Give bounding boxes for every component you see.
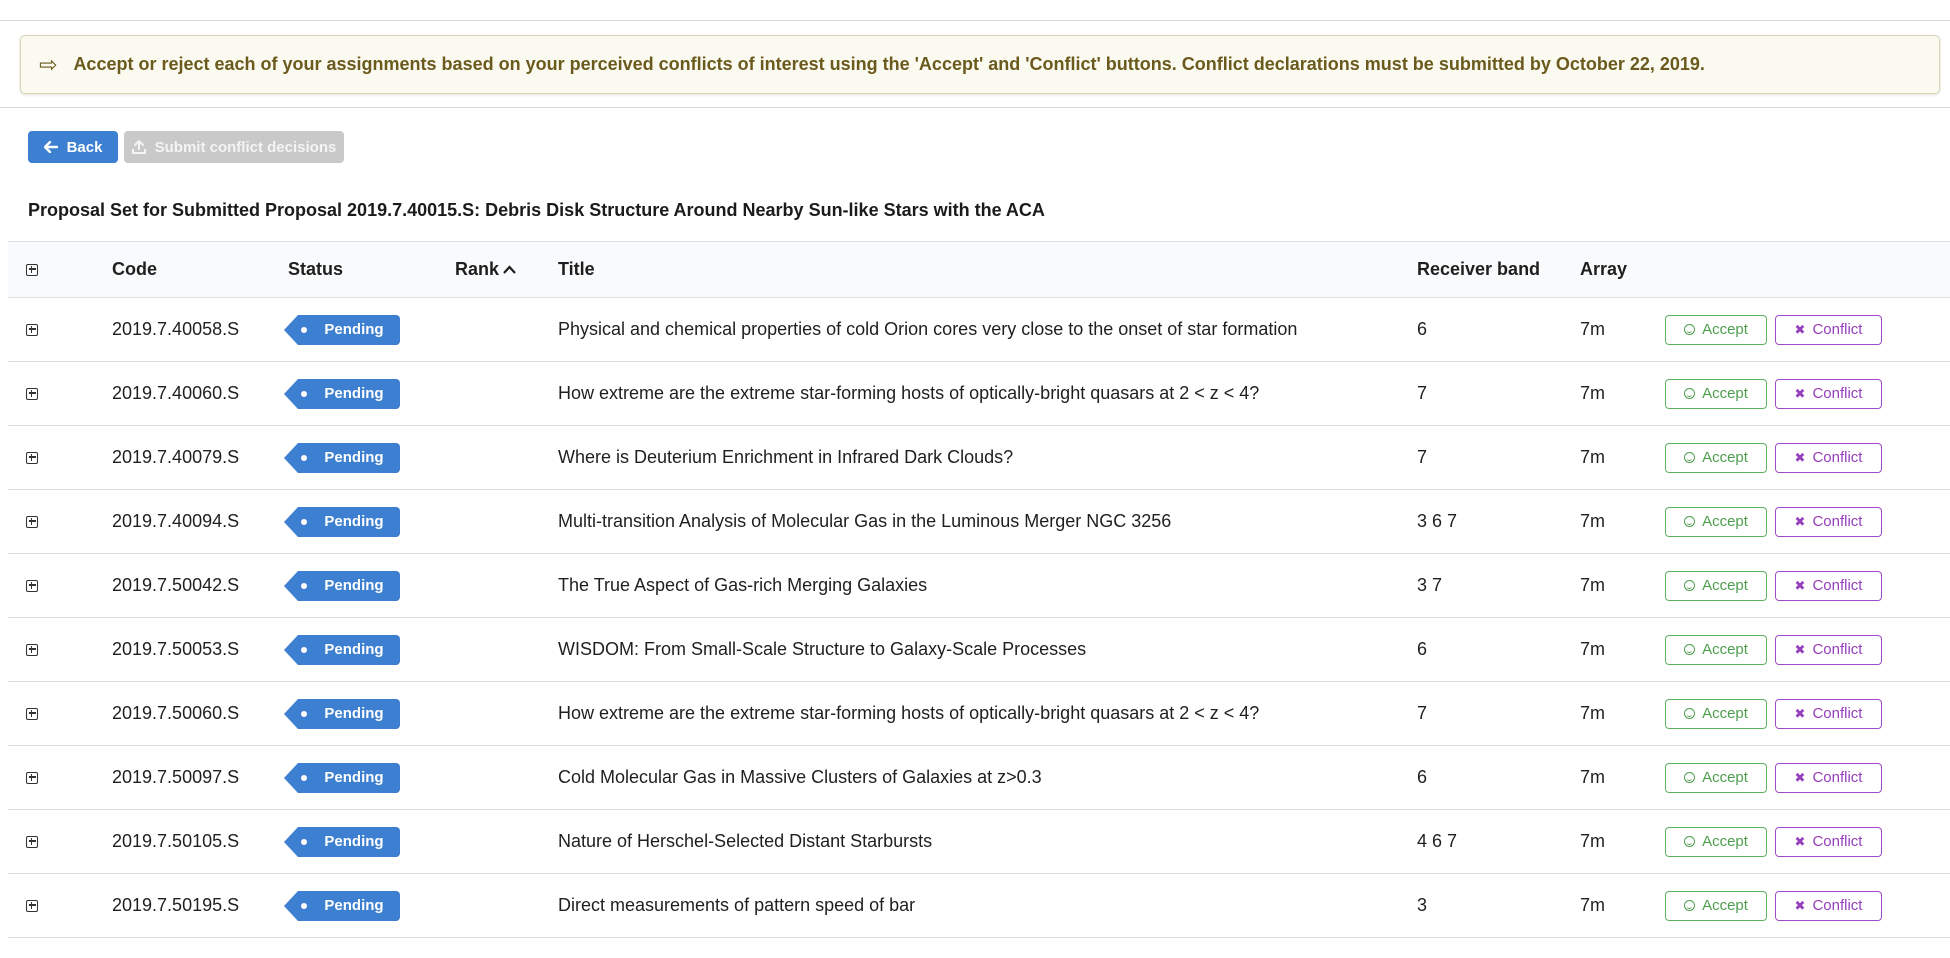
header-code[interactable]: Code xyxy=(112,259,157,279)
header-array[interactable]: Array xyxy=(1580,259,1628,279)
row-actions xyxy=(1665,682,1882,745)
proposal-title: How extreme are the extreme star-forming hosts of optically-bright quasars at 2 < z < 4? xyxy=(558,703,1260,723)
conflict-button[interactable] xyxy=(1775,699,1882,729)
proposal-title: Multi-transition Analysis of Molecular Gas in the Luminous Merger NGC 3256 xyxy=(558,511,1172,531)
accept-button-label: Accept xyxy=(1702,513,1748,530)
tag-hole-icon xyxy=(301,583,307,589)
expand-row-icon[interactable] xyxy=(26,644,38,656)
accept-button[interactable] xyxy=(1665,891,1767,921)
conflict-button-label: Conflict xyxy=(1812,641,1863,658)
tag-hole-icon xyxy=(301,647,307,653)
tag-hole-icon xyxy=(301,903,307,909)
back-button-label: Back xyxy=(66,138,103,156)
expand-row-cell[interactable] xyxy=(26,810,56,873)
table-header-row xyxy=(8,241,1950,298)
submit-conflict-decisions-button[interactable] xyxy=(124,131,344,163)
status-badge xyxy=(298,507,400,537)
expand-row-cell[interactable] xyxy=(26,874,56,937)
table-row xyxy=(8,618,1950,682)
close-icon: ✖ xyxy=(1794,513,1806,529)
array: 7m xyxy=(1580,639,1606,659)
status-badge xyxy=(298,635,400,665)
status-badge xyxy=(298,379,400,409)
assignments-table xyxy=(8,241,1950,938)
proposal-title: Direct measurements of pattern speed of bar xyxy=(558,895,916,915)
smile-icon xyxy=(1684,452,1695,463)
receiver-band: 6 xyxy=(1417,319,1428,339)
smile-icon xyxy=(1684,644,1695,655)
status-badge-label: Pending xyxy=(324,513,384,530)
proposal-code: 2019.7.50042.S xyxy=(112,575,240,595)
conflict-button-label: Conflict xyxy=(1812,321,1863,338)
expand-row-cell[interactable] xyxy=(26,746,56,809)
accept-button[interactable] xyxy=(1665,699,1767,729)
conflict-button-label: Conflict xyxy=(1812,897,1863,914)
header-title[interactable]: Title xyxy=(558,259,595,279)
tag-hole-icon xyxy=(301,327,307,333)
table-row xyxy=(8,746,1950,810)
submit-button-label: Submit conflict decisions xyxy=(154,138,337,156)
proposal-code: 2019.7.40094.S xyxy=(112,511,240,531)
table-row xyxy=(8,682,1950,746)
row-actions xyxy=(1665,298,1882,361)
status-badge xyxy=(298,571,400,601)
close-icon: ✖ xyxy=(1794,449,1806,465)
accept-button[interactable] xyxy=(1665,571,1767,601)
array: 7m xyxy=(1580,447,1606,467)
expand-row-icon[interactable] xyxy=(26,900,38,912)
status-cell xyxy=(288,874,400,937)
row-actions xyxy=(1665,426,1882,489)
status-cell xyxy=(288,810,400,873)
proposal-title: The True Aspect of Gas-rich Merging Galaxies xyxy=(558,575,928,595)
close-icon: ✖ xyxy=(1794,833,1806,849)
expand-row-cell[interactable] xyxy=(26,554,56,617)
expand-row-icon[interactable] xyxy=(26,324,38,336)
status-badge xyxy=(298,315,400,345)
receiver-band: 7 xyxy=(1417,703,1428,723)
deadline-notice xyxy=(20,35,1940,94)
array: 7m xyxy=(1580,575,1606,595)
expand-all-cell[interactable] xyxy=(26,242,56,297)
array: 7m xyxy=(1580,511,1606,531)
accept-button-label: Accept xyxy=(1702,833,1748,850)
array: 7m xyxy=(1580,383,1606,403)
status-badge-label: Pending xyxy=(324,769,384,786)
expand-row-cell[interactable] xyxy=(26,298,56,361)
row-actions xyxy=(1665,554,1882,617)
table-body xyxy=(8,298,1950,938)
conflict-button[interactable] xyxy=(1775,827,1882,857)
status-badge-label: Pending xyxy=(324,897,384,914)
header-receiver-band[interactable]: Receiver band xyxy=(1417,259,1541,279)
tag-hole-icon xyxy=(301,839,307,845)
conflict-button[interactable] xyxy=(1775,891,1882,921)
status-cell xyxy=(288,362,400,425)
status-badge-label: Pending xyxy=(324,385,384,402)
proposal-code: 2019.7.50195.S xyxy=(112,895,240,915)
array: 7m xyxy=(1580,895,1606,915)
tag-hole-icon xyxy=(301,519,307,525)
status-badge xyxy=(298,763,400,793)
smile-icon xyxy=(1684,324,1695,335)
proposal-title: Where is Deuterium Enrichment in Infrared Dark Clouds? xyxy=(558,447,1014,467)
status-cell xyxy=(288,746,400,809)
proposal-code: 2019.7.40079.S xyxy=(112,447,240,467)
array: 7m xyxy=(1580,703,1606,723)
arrow-right-icon: ⇨ xyxy=(39,51,58,77)
accept-button[interactable] xyxy=(1665,315,1767,345)
status-cell xyxy=(288,618,400,681)
smile-icon xyxy=(1684,580,1695,591)
proposal-title: Cold Molecular Gas in Massive Clusters of Galaxies at z>0.3 xyxy=(558,767,1042,787)
status-badge-label: Pending xyxy=(324,449,384,466)
row-actions xyxy=(1665,810,1882,873)
conflict-button-label: Conflict xyxy=(1812,513,1863,530)
conflict-button-label: Conflict xyxy=(1812,833,1863,850)
receiver-band: 4 6 7 xyxy=(1417,831,1458,851)
expand-row-icon[interactable] xyxy=(26,516,38,528)
status-badge-label: Pending xyxy=(324,705,384,722)
proposal-title: How extreme are the extreme star-forming hosts of optically-bright quasars at 2 < z < 4? xyxy=(558,383,1260,403)
header-rank-label: Rank xyxy=(455,259,500,279)
conflict-button-label: Conflict xyxy=(1812,385,1863,402)
accept-button-label: Accept xyxy=(1702,769,1748,786)
receiver-band: 3 6 7 xyxy=(1417,511,1458,531)
status-badge xyxy=(298,891,400,921)
status-cell xyxy=(288,682,400,745)
smile-icon xyxy=(1684,900,1695,911)
array: 7m xyxy=(1580,767,1606,787)
accept-button[interactable] xyxy=(1665,635,1767,665)
close-icon: ✖ xyxy=(1794,897,1806,913)
accept-button-label: Accept xyxy=(1702,897,1748,914)
conflict-button-label: Conflict xyxy=(1812,449,1863,466)
receiver-band: 6 xyxy=(1417,639,1428,659)
expand-row-cell[interactable] xyxy=(26,362,56,425)
table-row xyxy=(8,490,1950,554)
accept-button[interactable] xyxy=(1665,443,1767,473)
smile-icon xyxy=(1684,836,1695,847)
accept-button[interactable] xyxy=(1665,763,1767,793)
proposal-code: 2019.7.40060.S xyxy=(112,383,240,403)
table-row xyxy=(8,426,1950,490)
receiver-band: 6 xyxy=(1417,767,1428,787)
receiver-band: 3 7 xyxy=(1417,575,1443,595)
status-badge xyxy=(298,699,400,729)
upload-icon xyxy=(132,140,146,154)
row-actions xyxy=(1665,746,1882,809)
proposal-title: Physical and chemical properties of cold Orion cores very close to the onset of star formation xyxy=(558,319,1298,339)
receiver-band: 7 xyxy=(1417,383,1428,403)
header-status[interactable]: Status xyxy=(288,259,344,279)
table-row xyxy=(8,554,1950,618)
tag-hole-icon xyxy=(301,775,307,781)
accept-button-label: Accept xyxy=(1702,321,1748,338)
expand-row-icon[interactable] xyxy=(26,772,38,784)
header-rank[interactable] xyxy=(455,242,516,297)
status-badge-label: Pending xyxy=(324,833,384,850)
expand-row-cell[interactable] xyxy=(26,490,56,553)
status-badge-label: Pending xyxy=(324,641,384,658)
expand-row-cell[interactable] xyxy=(26,618,56,681)
close-icon: ✖ xyxy=(1794,321,1806,337)
accept-button[interactable] xyxy=(1665,827,1767,857)
conflict-button[interactable] xyxy=(1775,763,1882,793)
accept-button-label: Accept xyxy=(1702,577,1748,594)
arrow-left-icon xyxy=(44,141,58,153)
table-row xyxy=(8,874,1950,938)
conflict-button[interactable] xyxy=(1775,635,1882,665)
tag-hole-icon xyxy=(301,391,307,397)
table-row xyxy=(8,362,1950,426)
top-divider xyxy=(0,20,1950,21)
expand-row-icon[interactable] xyxy=(26,708,38,720)
status-badge xyxy=(298,443,400,473)
proposal-code: 2019.7.50053.S xyxy=(112,639,240,659)
expand-row-icon[interactable] xyxy=(26,836,38,848)
status-cell xyxy=(288,490,400,553)
conflict-button[interactable] xyxy=(1775,315,1882,345)
proposal-code: 2019.7.40058.S xyxy=(112,319,240,339)
status-cell xyxy=(288,298,400,361)
smile-icon xyxy=(1684,388,1695,399)
proposal-code: 2019.7.50105.S xyxy=(112,831,240,851)
proposal-title: Nature of Herschel-Selected Distant Starbursts xyxy=(558,831,933,851)
proposal-code: 2019.7.50097.S xyxy=(112,767,240,787)
conflict-button-label: Conflict xyxy=(1812,705,1863,722)
status-badge xyxy=(298,827,400,857)
status-badge-label: Pending xyxy=(324,577,384,594)
close-icon: ✖ xyxy=(1794,769,1806,785)
notice-text: Accept or reject each of your assignments based on your perceived conflicts of interest using the 'Accept' and 'Conflict' buttons. Conflict declarations must be submitted by October 22, 2019. xyxy=(73,54,1705,74)
array: 7m xyxy=(1580,319,1606,339)
status-badge-label: Pending xyxy=(324,321,384,338)
notice-divider xyxy=(0,107,1950,108)
conflict-button-label: Conflict xyxy=(1812,769,1863,786)
smile-icon xyxy=(1684,708,1695,719)
expand-row-icon[interactable] xyxy=(26,388,38,400)
conflict-button[interactable] xyxy=(1775,443,1882,473)
accept-button[interactable] xyxy=(1665,379,1767,409)
row-actions xyxy=(1665,874,1882,937)
close-icon: ✖ xyxy=(1794,385,1806,401)
smile-icon xyxy=(1684,516,1695,527)
row-actions xyxy=(1665,618,1882,681)
tag-hole-icon xyxy=(301,455,307,461)
table-row xyxy=(8,298,1950,362)
accept-button-label: Accept xyxy=(1702,705,1748,722)
close-icon: ✖ xyxy=(1794,641,1806,657)
accept-button-label: Accept xyxy=(1702,449,1748,466)
table-row xyxy=(8,810,1950,874)
expand-row-cell[interactable] xyxy=(26,426,56,489)
expand-row-icon[interactable] xyxy=(26,580,38,592)
accept-button-label: Accept xyxy=(1702,385,1748,402)
back-button[interactable] xyxy=(28,131,118,163)
conflict-button[interactable] xyxy=(1775,379,1882,409)
array: 7m xyxy=(1580,831,1606,851)
tag-hole-icon xyxy=(301,711,307,717)
receiver-band: 3 xyxy=(1417,895,1428,915)
row-actions xyxy=(1665,490,1882,553)
receiver-band: 7 xyxy=(1417,447,1428,467)
status-cell xyxy=(288,426,400,489)
conflict-button[interactable] xyxy=(1775,507,1882,537)
proposal-set-title: Proposal Set for Submitted Proposal 2019.7.40015.S: Debris Disk Structure Around Nearby Sun-like Stars with the ACA xyxy=(28,200,1045,220)
row-actions xyxy=(1665,362,1882,425)
smile-icon xyxy=(1684,772,1695,783)
proposal-code: 2019.7.50060.S xyxy=(112,703,240,723)
accept-button[interactable] xyxy=(1665,507,1767,537)
close-icon: ✖ xyxy=(1794,577,1806,593)
close-icon: ✖ xyxy=(1794,705,1806,721)
accept-button-label: Accept xyxy=(1702,641,1748,658)
status-cell xyxy=(288,554,400,617)
expand-row-cell[interactable] xyxy=(26,682,56,745)
conflict-button-label: Conflict xyxy=(1812,577,1863,594)
expand-row-icon[interactable] xyxy=(26,452,38,464)
sort-ascending-icon xyxy=(503,263,516,277)
conflict-button[interactable] xyxy=(1775,571,1882,601)
expand-all-icon[interactable] xyxy=(26,264,38,276)
proposal-title: WISDOM: From Small-Scale Structure to Galaxy-Scale Processes xyxy=(558,639,1087,659)
